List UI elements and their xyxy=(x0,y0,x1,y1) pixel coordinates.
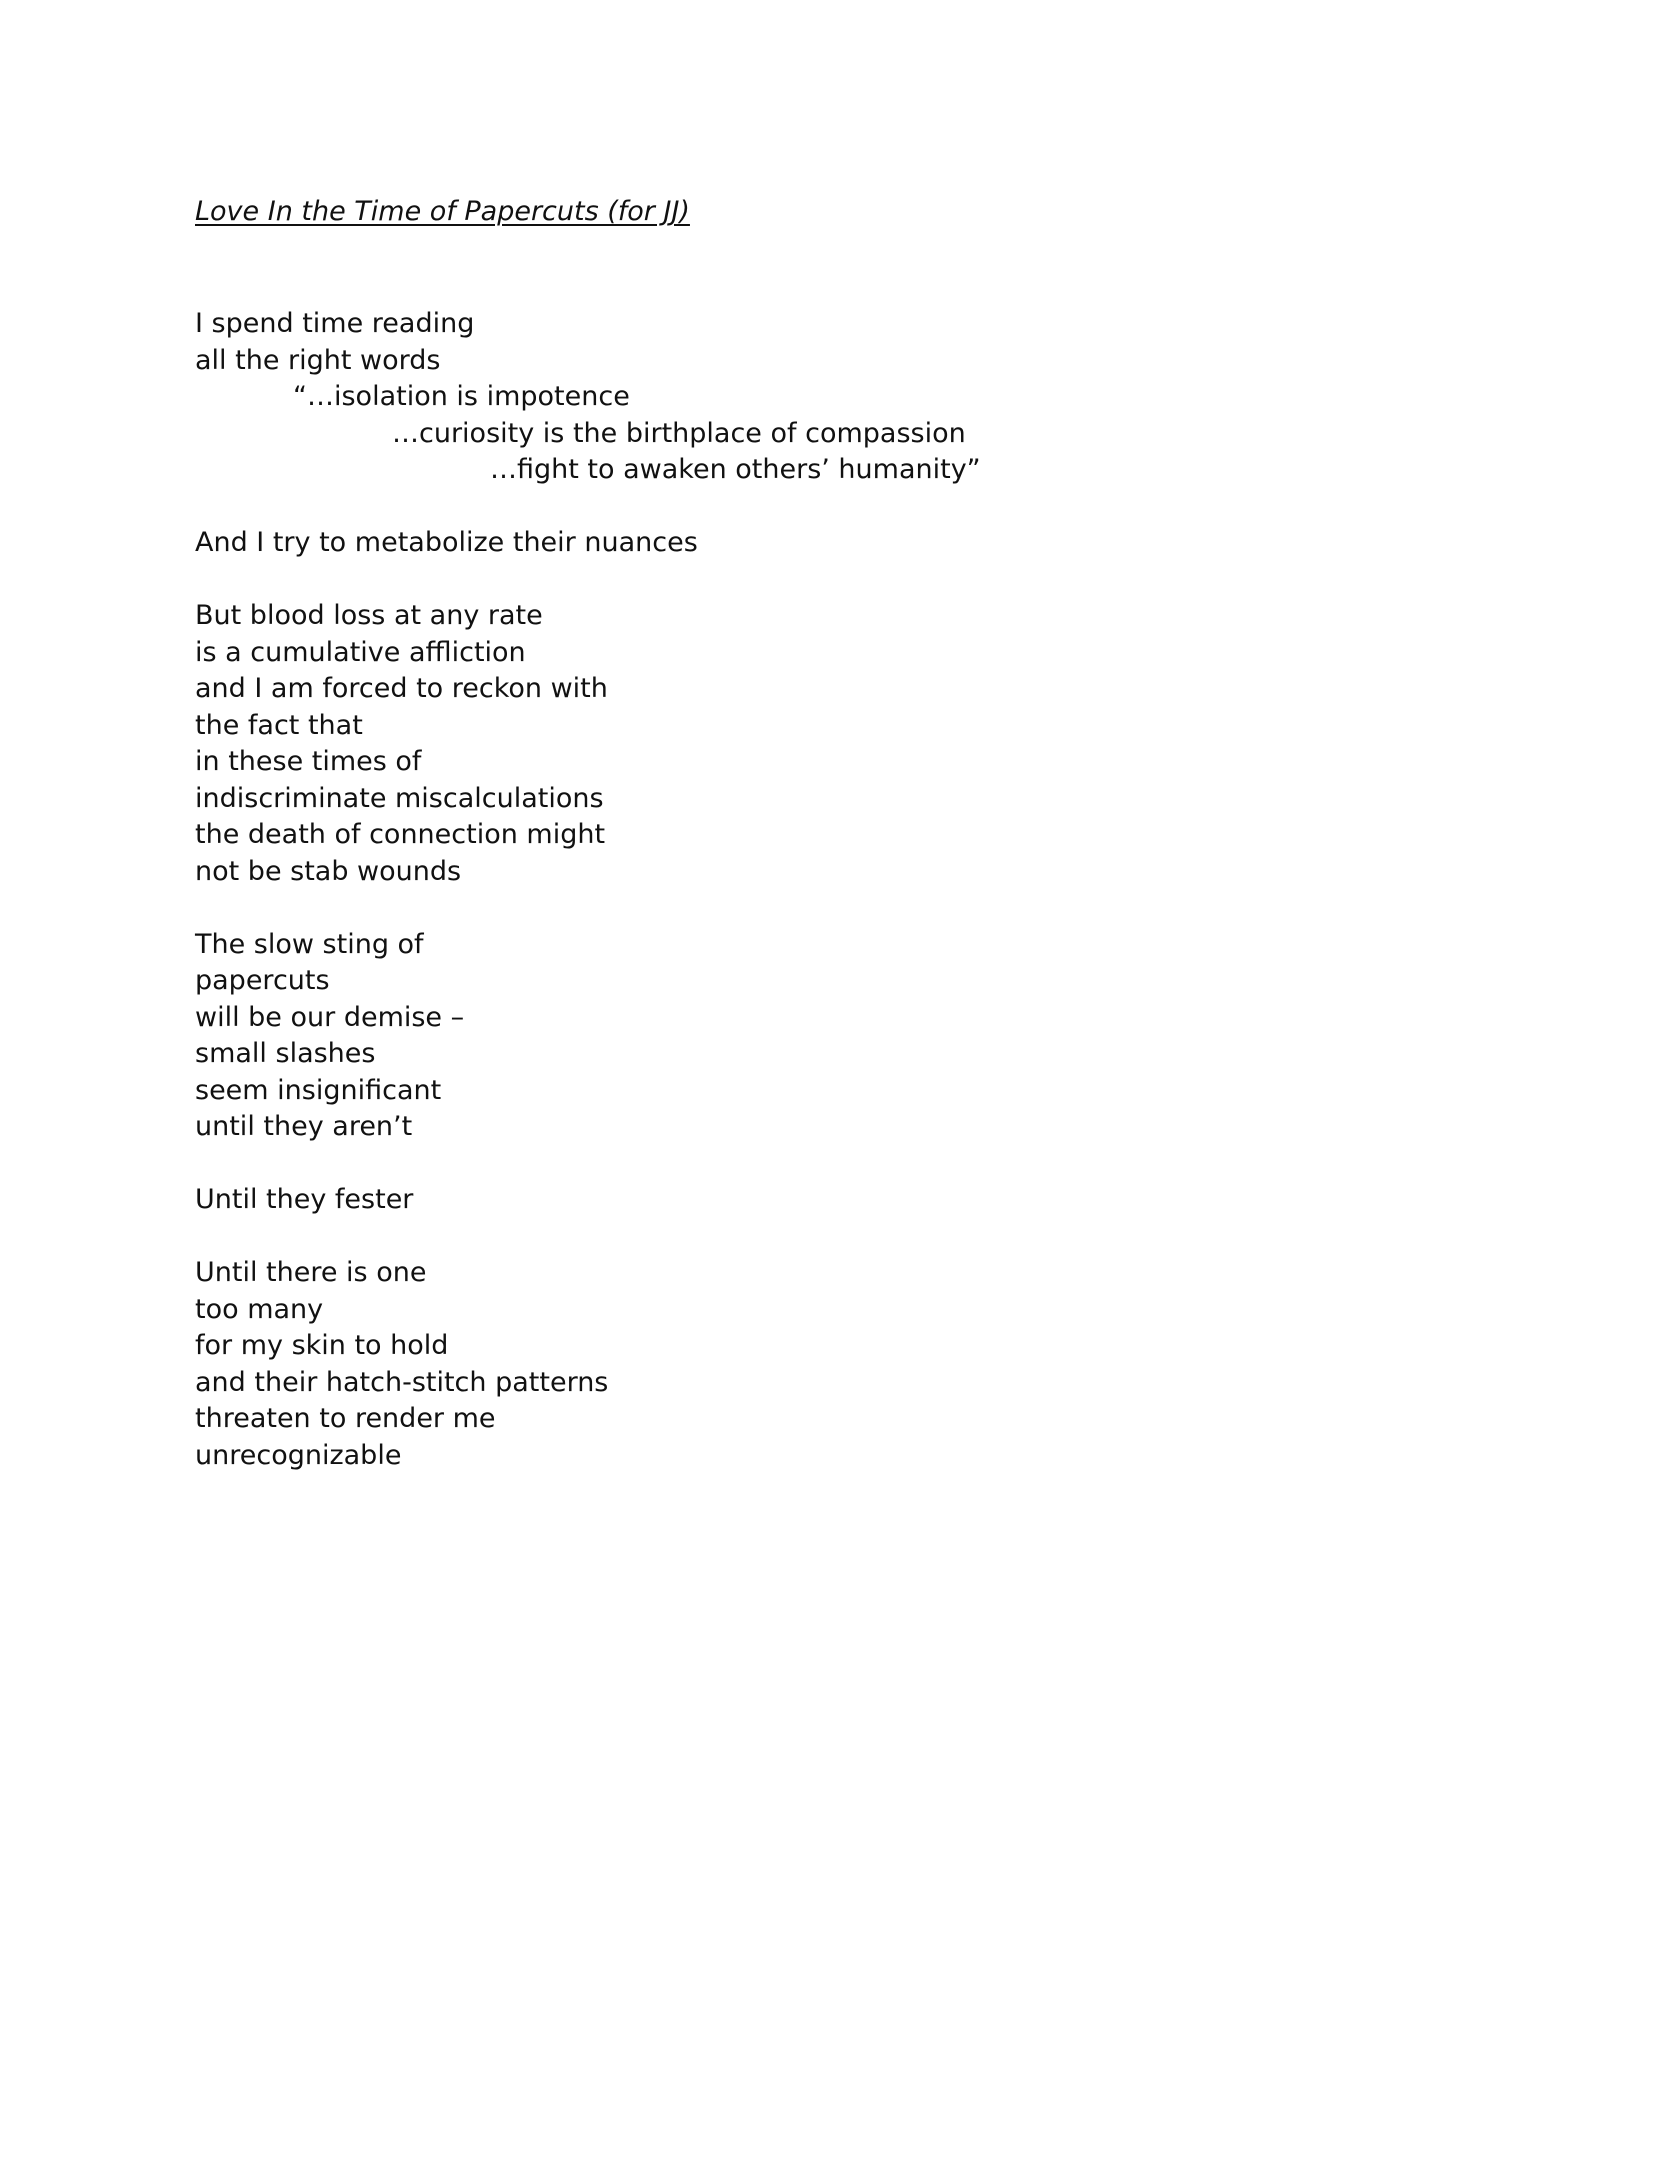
stanza-5 xyxy=(195,1182,1495,1219)
stanza-4 xyxy=(195,927,1495,1146)
poem-line: unrecognizable xyxy=(195,1439,402,1471)
poem-line: But blood loss at any rate xyxy=(195,600,543,631)
poem-line: I spend time reading xyxy=(195,308,475,339)
poem-line: and their hatch-stitch patterns xyxy=(195,1366,609,1398)
poem-line: the death of connection might xyxy=(195,819,606,850)
poem-line: Until they fester xyxy=(195,1184,414,1215)
stanza-3 xyxy=(195,598,1495,890)
poem-title: Love In the Time of Papercuts (for JJ) xyxy=(195,196,690,227)
poem-line: And I try to metabolize their nuances xyxy=(195,527,698,558)
poem-line: The slow sting of xyxy=(195,928,424,960)
poem-line: too many xyxy=(195,1293,324,1325)
poem-line: is a cumulative affliction xyxy=(195,636,526,668)
stanza-2 xyxy=(195,525,1495,562)
poem-line: until they aren’t xyxy=(195,1111,413,1142)
poem-line: for my skin to hold xyxy=(195,1330,449,1361)
poem-line: threaten to render me xyxy=(195,1403,496,1434)
poem-line: papercuts xyxy=(195,965,330,996)
poem-line: in these times of xyxy=(195,746,422,777)
poem-line: all the right words xyxy=(195,344,441,376)
poem-line: small slashes xyxy=(195,1038,376,1069)
quoted-line: “…isolation is impotence xyxy=(293,381,630,412)
quoted-line: …fight to awaken others’ humanity” xyxy=(490,454,981,485)
poem-line: Until there is one xyxy=(195,1257,427,1288)
poem-line: and I am forced to reckon with xyxy=(195,673,608,704)
poem-line: indiscriminate miscalculations xyxy=(195,782,604,814)
poem-line: not be stab wounds xyxy=(195,855,462,887)
stanza-1 xyxy=(195,306,1495,489)
poem-line: the fact that xyxy=(195,709,363,741)
poem-body xyxy=(195,306,1495,1511)
stanza-6 xyxy=(195,1255,1495,1474)
poem-line: will be our demise – xyxy=(195,1001,465,1033)
poem-line: seem insignificant xyxy=(195,1074,442,1106)
quoted-line: …curiosity is the birthplace of compassion xyxy=(392,417,966,449)
